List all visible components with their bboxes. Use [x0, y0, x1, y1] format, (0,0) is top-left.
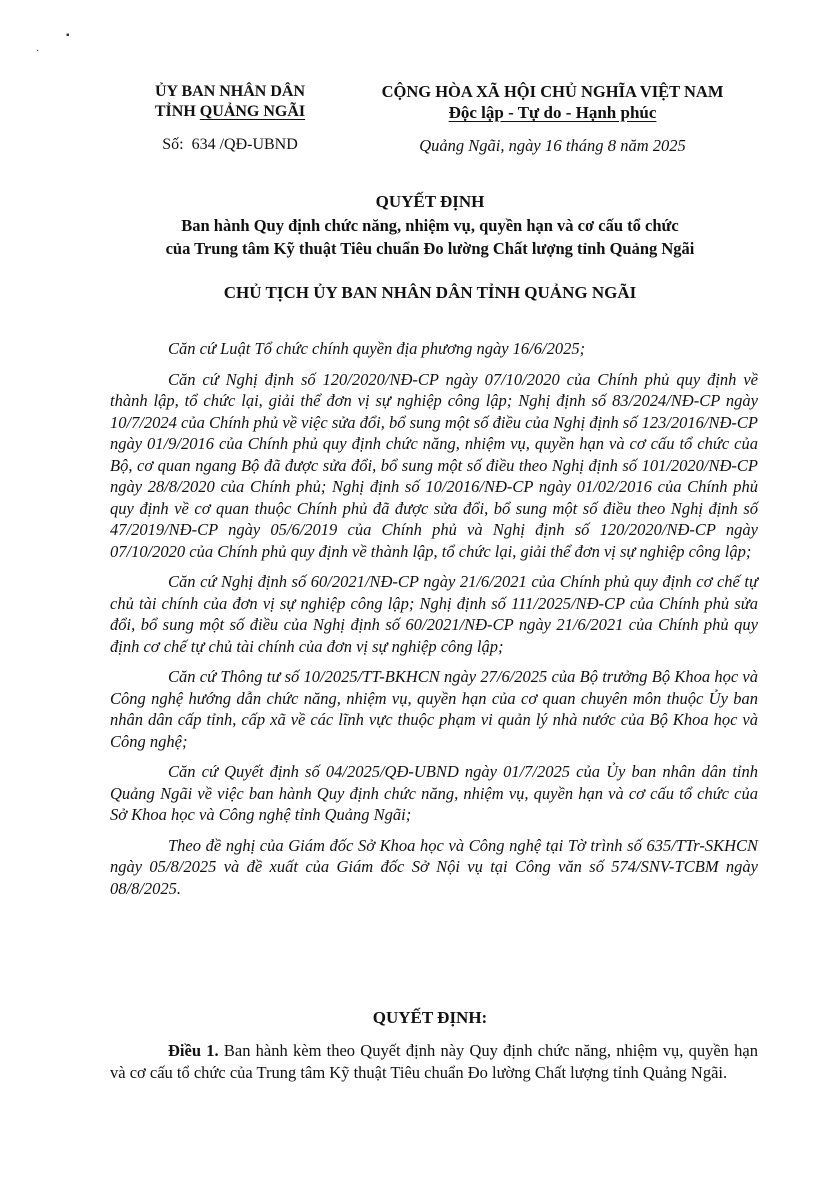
issuing-authority [135, 82, 325, 154]
subject-line-2: của Trung tâm Kỹ thuật Tiêu chuẩn Đo lường Chất lượng tỉnh Quảng Ngãi [165, 239, 695, 258]
preamble [110, 338, 758, 908]
document-title [100, 190, 760, 260]
nation-name: CỘNG HÒA XÃ HỘI CHỦ NGHĨA VIỆT NAM [381, 82, 724, 101]
article-1-text: Ban hành kèm theo Quyết định này Quy định chức năng, nhiệm vụ, quyền hạn và cơ cấu tổ chức của Trung tâm Kỹ thuật Tiêu chuẩn Đo lường Chất lượng tỉnh Quảng Ngãi. [110, 1041, 758, 1082]
legal-basis-paragraph: Căn cứ Quyết định số 04/2025/QĐ-UBND ngày 01/7/2025 của Ủy ban nhân dân tỉnh Quảng Ngãi về việc ban hành Quy định chức năng, nhiệm vụ, quyền hạn và cơ cấu tổ chức của Sở Khoa học và Công nghệ tỉnh Quảng Ngãi; [110, 762, 758, 824]
document-type: QUYẾT ĐỊNH [375, 192, 485, 211]
article-1-label: Điều 1. [168, 1041, 219, 1060]
decision-heading: QUYẾT ĐỊNH: [372, 1008, 488, 1027]
org-line-1: ỦY BAN NHÂN DÂN [154, 83, 306, 100]
proposal-paragraph: Theo đề nghị của Giám đốc Sở Khoa học và Công nghệ tại Tờ trình số 635/TTr-SKHCN ngày 05/8/2025 và đề xuất của Giám đốc Sở Nội vụ tại Công văn số 574/SNV-TCBM ngày 08/8/2025. [110, 835, 758, 898]
legal-basis-paragraph: Căn cứ Luật Tổ chức chính quyền địa phương ngày 16/6/2025; [168, 339, 586, 358]
document-number-value: 634 [191, 136, 216, 153]
issue-month: 8 [607, 136, 617, 155]
issue-day: 16 [544, 136, 562, 155]
article-1 [110, 1040, 758, 1084]
legal-basis-paragraph: Căn cứ Nghị định số 60/2021/NĐ-CP ngày 21/6/2021 của Chính phủ quy định cơ chế tự chủ tài chính của đơn vị sự nghiệp công lập; Nghị định số 111/2025/NĐ-CP của Chính phủ sửa đổi, bổ sung một số điều của Nghị định số 60/2021/NĐ-CP ngày 21/6/2021 của Chính phủ quy định cơ chế tự chủ tài chính của đơn vị sự nghiệp công lập; [110, 572, 758, 656]
national-heading [345, 82, 760, 156]
issue-date: Quảng Ngãi, ngày 16 tháng 8 năm 2025 [419, 136, 686, 155]
scan-speck: · [36, 46, 40, 57]
subject-line-1: Ban hành Quy định chức năng, nhiệm vụ, quyền hạn và cơ cấu tổ chức [181, 216, 679, 235]
scan-speck: ▪ [66, 30, 70, 41]
nation-motto: Độc lập - Tự do - Hạnh phúc [448, 103, 657, 122]
legal-basis-paragraph: Căn cứ Thông tư số 10/2025/TT-BKHCN ngày 27/6/2025 của Bộ trưởng Bộ Khoa học và Công nghệ hướng dẫn chức năng, nhiệm vụ, quyền hạn của cơ quan chuyên môn thuộc Ủy ban nhân dân cấp tỉnh, cấp xã về các lĩnh vực thuộc phạm vi quản lý nhà nước của Bộ Khoa học và Công nghệ; [110, 667, 758, 751]
issuing-authority-title: CHỦ TỊCH ỦY BAN NHÂN DÂN TỈNH QUẢNG NGÃI [223, 283, 637, 302]
org-line-2: TỈNH QUẢNG NGÃI [154, 103, 306, 120]
legal-basis-paragraph: Căn cứ Nghị định số 120/2020/NĐ-CP ngày 07/10/2020 của Chính phủ quy định về thành lập, tổ chức lại, giải thể đơn vị sự nghiệp công lập; Nghị định số 83/2024/NĐ-CP ngày 10/7/2024 của Chính phủ về việc sửa đổi, bổ sung một số điều của Nghị định số 123/2016/NĐ-CP ngày 01/9/2016 của Chính phủ quy định chức năng, nhiệm vụ, quyền hạn và cơ cấu tổ chức của Bộ, cơ quan ngang Bộ đã được sửa đổi, bổ sung một số điều theo Nghị định số 101/2020/NĐ-CP ngày 28/8/2020 của Chính phủ; Nghị định số 10/2016/NĐ-CP ngày 01/02/2016 của Chính phủ quy định về cơ quan thuộc Chính phủ đã được sửa đổi, bổ sung một số điều theo Nghị định số 47/2019/NĐ-CP ngày 05/6/2019 của Chính phủ và Nghị định số 120/2020/NĐ-CP ngày 07/10/2020 của Chính phủ quy định về thành lập, tổ chức lại, giải thể đơn vị sự nghiệp công lập; [110, 369, 758, 561]
document-number: Số: 634 /QĐ-UBND [162, 136, 298, 153]
